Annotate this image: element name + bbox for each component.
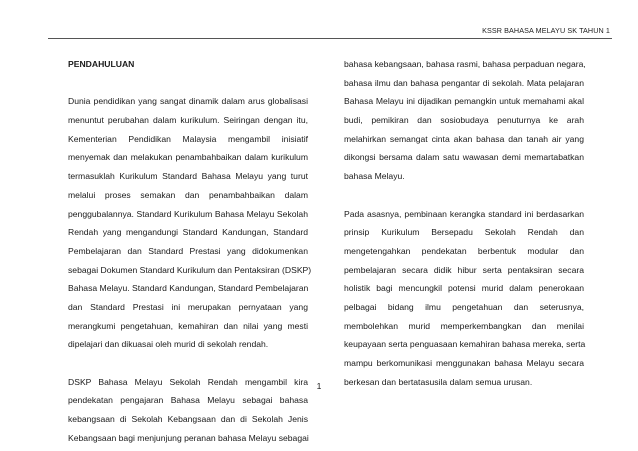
text-line: menyemak dan melakukan penambahbaikan dalam kurikulum	[68, 152, 308, 163]
text-line: budi, pemikiran dan sosiobudaya penuturnya ke arah	[344, 115, 584, 126]
paragraph-gap	[68, 74, 308, 93]
section-heading: PENDAHULUAN	[68, 59, 135, 69]
text-line: mampu berkomunikasi menggunakan bahasa Melayu secara	[344, 358, 584, 368]
header-divider	[48, 38, 612, 39]
text-line: bahasa ilmu dan bahasa pengantar di sekolah. Mata pelajaran	[344, 77, 584, 88]
text-line: Dunia pendidikan yang sangat dinamik dalam arus globalisasi	[68, 96, 308, 107]
text-line: pendekatan pengajaran Bahasa Melayu sebagai bahasa	[68, 395, 308, 406]
text-line: Kebangsaan bagi menjunjung peranan bahasa Melayu sebagai	[68, 432, 309, 443]
text-line: DSKP Bahasa Melayu Sekolah Rendah mengambil kira	[68, 376, 308, 387]
text-line: pelbagai bidang ilmu pengetahuan dan seterusnya,	[344, 301, 584, 312]
text-line: merangkumi pengetahuan, kemahiran dan nilai yang mesti	[68, 320, 308, 331]
right-paragraph-1	[344, 55, 584, 186]
text-line: keupayaan serta penguasaan kemahiran bahasa mereka, serta	[344, 339, 586, 350]
text-line: dipelajari dan dikuasai oleh murid di sekolah rendah.	[68, 339, 269, 350]
left-paragraph-1	[68, 92, 312, 354]
text-line: membolehkan murid memperkembangkan dan menilai	[344, 320, 584, 331]
text-line: melalui proses semakan dan penambahbaikan dalam	[68, 189, 308, 200]
page-number: 1	[316, 381, 322, 391]
text-line: menuntut perubahan dalam kurikulum. Seiringan dengan itu,	[68, 115, 308, 126]
text-line: dan Standard Prestasi ini merupakan pernyataan yang	[68, 301, 308, 312]
text-line: prinsip Kurikulum Bersepadu Sekolah Rendah dan	[344, 227, 584, 238]
text-line: berkesan dan bertatasusila dalam semua urusan.	[344, 376, 533, 387]
text-line: kebangsaan di Sekolah Kebangsaan dan di Sekolah Jenis	[68, 414, 308, 425]
text-line: Rendah yang mengandungi Standard Kandungan, Standard	[68, 227, 308, 238]
running-header: KSSR BAHASA MELAYU SK TAHUN 1	[482, 26, 610, 35]
text-line: penggubalannya. Standard Kurikulum Bahasa Melayu Sekolah	[68, 208, 308, 219]
text-line: bahasa kebangsaan, bahasa rasmi, bahasa perpaduan negara,	[344, 59, 586, 69]
text-line: Kementerian Pendidikan Malaysia mengambil inisiatif	[68, 133, 308, 144]
right-paragraph-2	[344, 205, 584, 392]
text-line: Bahasa Melayu. Standard Kandungan, Standard Pembelajaran	[68, 283, 309, 294]
text-line: pembelajaran secara didik hibur serta pentaksiran secara	[344, 264, 584, 275]
text-line: termasuklah Kurikulum Standard Bahasa Melayu yang turut	[68, 171, 308, 182]
text-line: holistik bagi mencungkil potensi murid dalam penerokaan	[344, 283, 584, 294]
right-column	[344, 55, 584, 391]
paragraph-gap	[68, 354, 308, 373]
text-line: melahirkan semangat cinta akan bahasa dan tanah air yang	[344, 133, 584, 144]
text-line: mengetengahkan pendekatan berbentuk modular dan	[344, 245, 584, 256]
text-line: Bahasa Melayu ini dijadikan pemangkin untuk memahami akal	[344, 96, 584, 107]
text-line: Pembelajaran dan Standard Prestasi yang didokumenkan	[68, 245, 308, 256]
paragraph-gap	[344, 186, 584, 205]
text-line: Pada asasnya, pembinaan kerangka standard ini berdasarkan	[344, 208, 584, 219]
text-line: sebagai Dokumen Standard Kurikulum dan Pentaksiran (DSKP)	[68, 264, 312, 275]
text-line: dikongsi bersama dalam satu wawasan demi memartabatkan	[344, 152, 584, 163]
text-line: bahasa Melayu.	[344, 171, 405, 182]
